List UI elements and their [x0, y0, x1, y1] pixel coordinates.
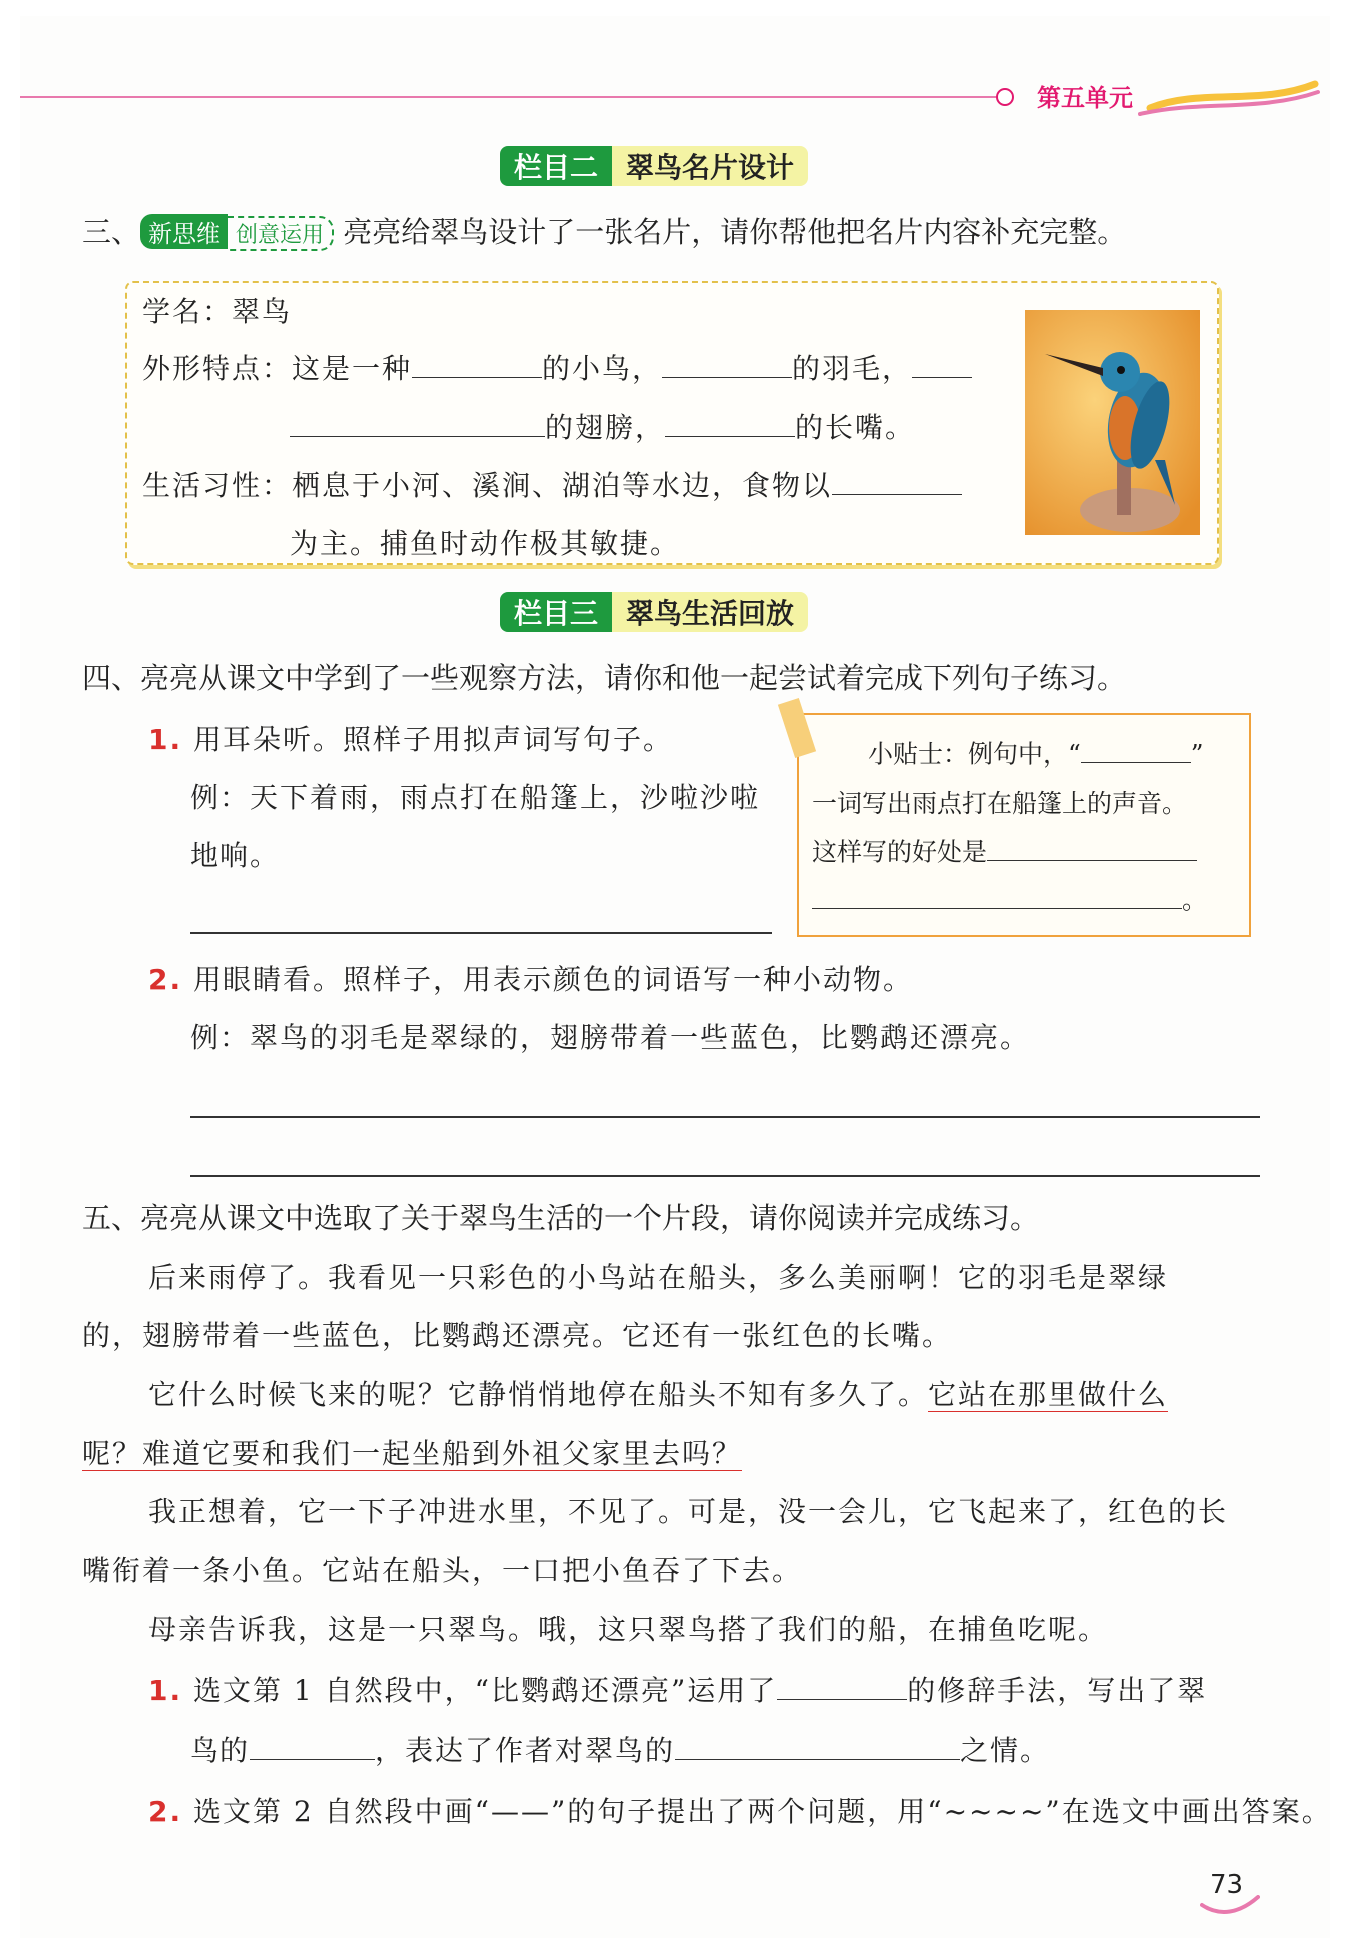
tip-line-4: 。 — [812, 880, 1207, 917]
header-rule — [20, 96, 1000, 98]
answer-line[interactable] — [190, 1175, 1260, 1177]
tip-line-1: 小贴士：例句中，“ ” — [868, 734, 1204, 771]
blank[interactable] — [665, 405, 795, 437]
new-thinking-pill: 新思维 — [140, 214, 228, 249]
underlined-question: 呢？难道它要和我们一起坐船到外祖父家里去吗？ — [82, 1437, 743, 1470]
creative-use-pill: 创意运用 — [228, 216, 334, 251]
blank[interactable] — [290, 405, 545, 437]
card-line-habits: 生活习性：栖息于小河、溪涧、湖泊等水边，食物以 — [142, 463, 962, 504]
section-tag: 栏目二 — [500, 146, 612, 186]
underlined-question: 它站在那里做什么 — [928, 1378, 1169, 1411]
header-dot — [996, 88, 1014, 106]
section-badge-3 — [500, 592, 808, 632]
passage-p3: 我正想着，它一下子冲进水里，不见了。可是，没一会儿，它飞起来了，红色的长 — [148, 1495, 1229, 1528]
q4-item-2: 2. 用眼睛看。照样子，用表示颜色的词语写一种小动物。 — [148, 963, 914, 996]
blank[interactable] — [777, 1668, 907, 1700]
page-number-swoosh — [1200, 1895, 1260, 1915]
passage-p2: 它什么时候飞来的呢？它静悄悄地停在船头不知有多久了。它站在那里做什么 — [148, 1378, 1169, 1411]
card-line-appearance-2: 的翅膀， 的长嘴。 — [290, 405, 915, 446]
section-name: 翠鸟名片设计 — [612, 146, 808, 186]
tip-line-3: 这样写的好处是 — [812, 832, 1197, 869]
passage-p1: 后来雨停了。我看见一只彩色的小鸟站在船头，多么美丽啊！它的羽毛是翠绿 — [148, 1261, 1169, 1294]
page-number: 73 — [1210, 1870, 1244, 1900]
blank[interactable] — [987, 832, 1197, 861]
passage-p2-cont — [82, 1432, 742, 1472]
question-prompt: 亮亮给翠鸟设计了一张名片，请你帮他把名片内容补充完整。 — [343, 215, 1127, 249]
answer-line[interactable] — [190, 1116, 1260, 1118]
unit-title: 第五单元 — [1037, 84, 1133, 112]
header-swoosh — [1120, 78, 1320, 118]
passage-p1-cont: 的，翅膀带着一些蓝色，比鹦鹉还漂亮。它还有一张红色的长嘴。 — [82, 1319, 953, 1352]
q4-item-1-example-2: 地响。 — [190, 839, 281, 872]
tip-line-2: 一词写出雨点打在船篷上的声音。 — [812, 789, 1188, 818]
question-number: 三、 — [82, 215, 141, 249]
section-name: 翠鸟生活回放 — [612, 592, 808, 632]
question-5-heading: 五、亮亮从课文中选取了关于翠鸟生活的一个片段，请你阅读并完成练习。 — [82, 1201, 1040, 1235]
blank[interactable] — [832, 463, 962, 495]
card-line-appearance: 外形特点：这是一种 的小鸟， 的羽毛， — [142, 346, 972, 387]
blank[interactable] — [250, 1728, 375, 1760]
card-line-habits-2: 为主。捕鱼时动作极其敏捷。 — [290, 527, 681, 560]
question-4-heading: 四、亮亮从课文中学到了一些观察方法，请你和他一起尝试着完成下列句子练习。 — [82, 661, 1127, 695]
blank[interactable] — [812, 880, 1182, 909]
answer-line[interactable] — [190, 932, 772, 934]
q4-item-2-example: 例：翠鸟的羽毛是翠绿的，翅膀带着一些蓝色，比鹦鹉还漂亮。 — [190, 1021, 1031, 1054]
card-line-name: 学名：翠鸟 — [142, 295, 293, 328]
passage-p3-cont: 嘴衔着一条小鱼。它站在船头，一口把小鱼吞了下去。 — [82, 1554, 803, 1587]
q4-item-1: 1. 用耳朵听。照样子用拟声词写句子。 — [148, 723, 674, 756]
q5-item-2: 2. 选文第 2 自然段中画“——”的句子提出了两个问题，用“~~~~”在选文中画出答案。 — [148, 1795, 1332, 1828]
q5-item-1: 1. 选文第 1 自然段中，“比鹦鹉还漂亮”运用了 的修辞手法，写出了翠 — [148, 1668, 1207, 1709]
kingfisher-photo — [1025, 310, 1200, 535]
passage-p4: 母亲告诉我，这是一只翠鸟。哦，这只翠鸟搭了我们的船，在捕鱼吃呢。 — [148, 1613, 1109, 1646]
blank[interactable] — [675, 1728, 960, 1760]
blank[interactable] — [1081, 734, 1191, 763]
blank[interactable] — [912, 346, 972, 378]
q5-item-1-cont: 鸟的 ，表达了作者对翠鸟的 之情。 — [190, 1728, 1050, 1769]
question-3-heading — [82, 210, 1126, 251]
blank[interactable] — [412, 346, 542, 378]
q4-item-1-example: 例：天下着雨，雨点打在船篷上，沙啦沙啦 — [190, 781, 761, 814]
blank[interactable] — [662, 346, 792, 378]
section-tag: 栏目三 — [500, 592, 612, 632]
section-badge-2 — [500, 146, 808, 186]
